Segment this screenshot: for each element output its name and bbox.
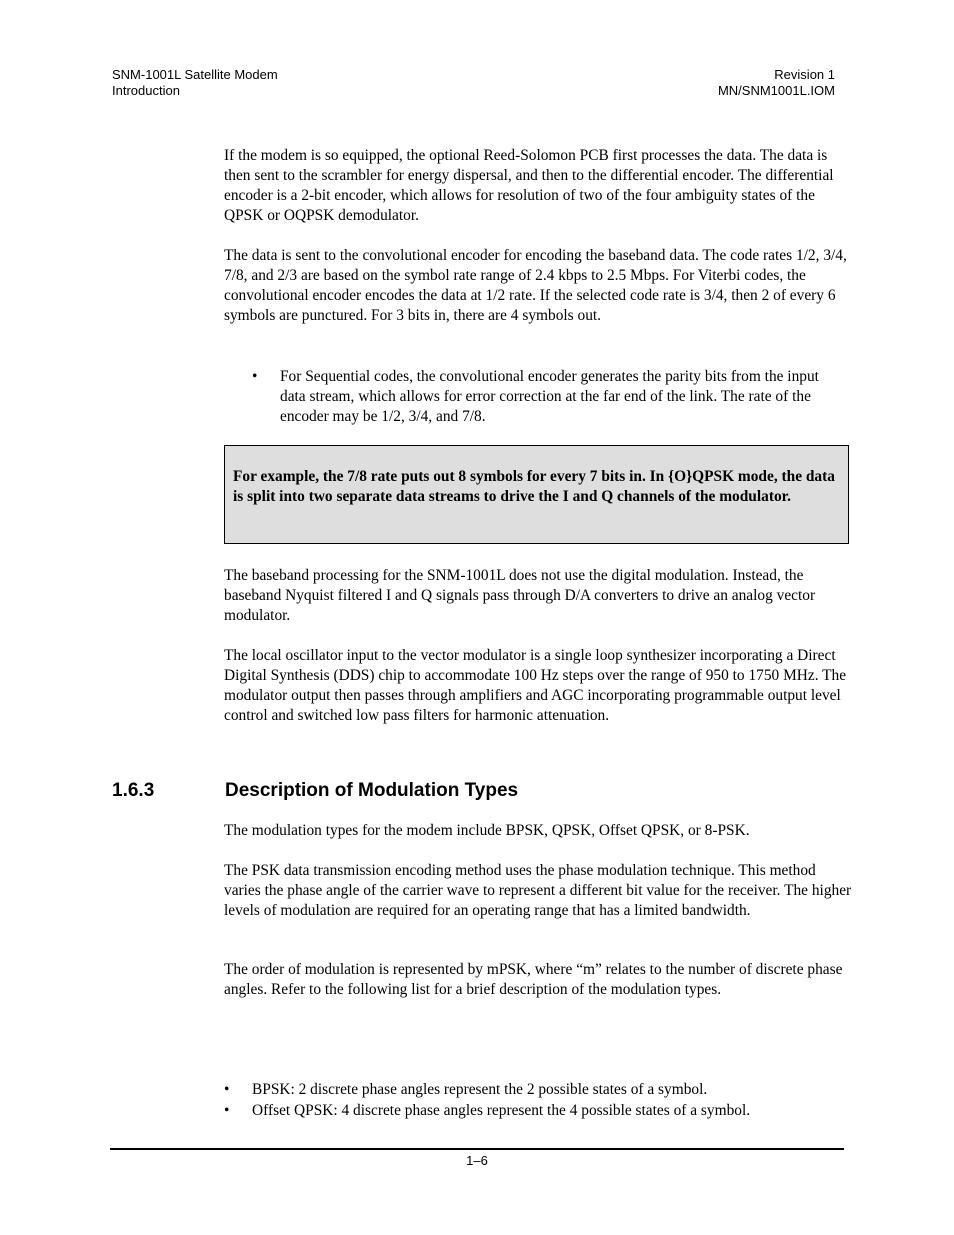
note-box xyxy=(224,445,849,544)
paragraph-convolutional-encoder: The data is sent to the convolutional encoder for encoding the baseband data. The code rates 1/2, 3/4, 7/8, and 2/3 are based on the symbol rate range of 2.4 kbps to 2.5 Mbps. For Viterbi codes, the convolutional encoder encodes the data at 1/2 rate. If the selected code rate is 3/4, then 2 of every 6 symbols are punctured. For 3 bits in, there are 4 symbols out. xyxy=(224,247,847,324)
paragraph-local-oscillator: The local oscillator input to the vector modulator is a single loop synthesizer incorporating a Direct Digital Synthesis (DDS) chip to accommodate 100 Hz steps over the range of 950 to 1750 MHz. The modulator output then passes through amplifiers and AGC incorporating programmable output level control and switched low pass filters for harmonic attenuation. xyxy=(224,647,847,724)
bullet-icon: • xyxy=(224,1102,230,1119)
header-chapter-name: Introduction xyxy=(112,83,180,98)
page-number: 1–6 xyxy=(466,1153,488,1168)
paragraph-baseband-processing: The baseband processing for the SNM-1001L does not use the digital modulation. Instead, the baseband Nyquist filtered I and Q signals pass through D/A converters to drive an analog vector modulator. xyxy=(224,567,816,624)
header-document-title: SNM-1001L Satellite Modem xyxy=(112,67,278,82)
running-header-left xyxy=(112,67,278,99)
paragraph-mpsk-order: The order of modulation is represented by mPSK, where “m” relates to the number of discrete phase angles. Refer to the following list for a brief description of the modulation types. xyxy=(224,961,843,998)
bullet-icon: • xyxy=(252,368,258,385)
list-item-text: Offset QPSK: 4 discrete phase angles represent the 4 possible states of a symbol. xyxy=(252,1102,751,1119)
header-revision: Revision 1 xyxy=(774,67,835,82)
paragraph-psk-method: The PSK data transmission encoding method uses the phase modulation technique. This method varies the phase angle of the carrier wave to represent a different bit value for the receiver. The higher levels of modulation are required for an operating range that has a limited bandwidth. xyxy=(224,862,852,919)
section-number: 1.6.3 xyxy=(112,780,155,801)
paragraph-reed-solomon: If the modem is so equipped, the optional Reed-Solomon PCB first processes the data. The data is then sent to the scrambler for energy dispersal, and then to the differential encoder. The differential encoder is a 2-bit encoder, which allows for resolution of two of the four ambiguity states of the QPSK or OQPSK demodulator. xyxy=(224,147,834,224)
note-text: For example, the 7/8 rate puts out 8 symbols for every 7 bits in. In {O}QPSK mode, the data is split into two separate data streams to drive the I and Q channels of the modulator. xyxy=(233,468,835,505)
section-title: Description of Modulation Types xyxy=(225,780,519,801)
header-document-number: MN/SNM1001L.IOM xyxy=(717,83,835,98)
list-item-text: For Sequential codes, the convolutional encoder generates the parity bits from the input data stream, which allows for error correction at the far end of the link. The rate of the encoder may be 1/2, 3/4, and 7/8. xyxy=(280,368,819,425)
list-item-text: BPSK: 2 discrete phase angles represent the 2 possible states of a symbol. xyxy=(252,1081,708,1098)
running-header-right xyxy=(640,67,835,99)
paragraph-modulation-types: The modulation types for the modem include BPSK, QPSK, Offset QPSK, or 8-PSK. xyxy=(224,822,750,839)
bullet-icon: • xyxy=(224,1081,230,1098)
footer-divider xyxy=(110,1148,844,1150)
